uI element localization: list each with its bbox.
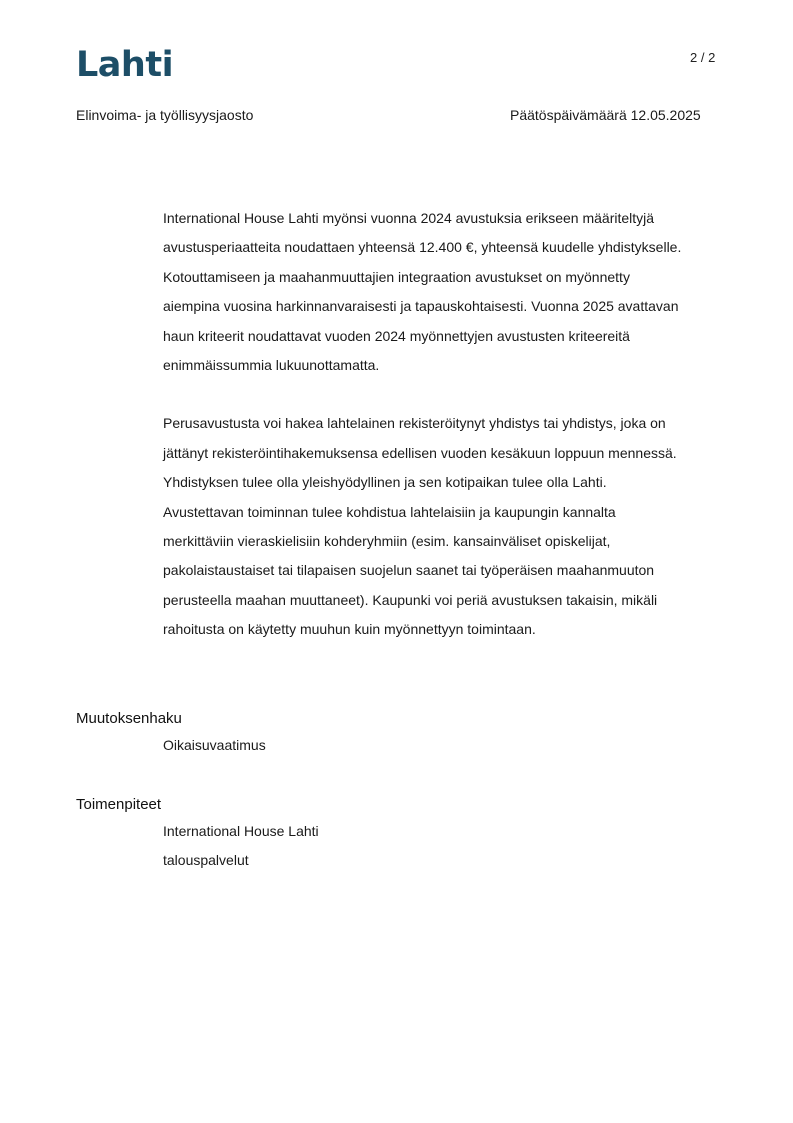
text-line: jättänyt rekisteröintihakemuksensa edellisen vuoden kesäkuun loppuun mennessä. xyxy=(163,444,677,461)
paragraph-eligibility xyxy=(163,409,723,644)
text-line: Perusavustusta voi hakea lahtelainen rekisteröitynyt yhdistys tai yhdistys, joka on xyxy=(163,415,666,432)
appeal-heading: Muutoksenhaku xyxy=(76,710,182,727)
body-text xyxy=(163,204,723,645)
paragraph-grants-2024 xyxy=(163,204,723,380)
text-line: aiempina vuosina harkinnanvaraisesti ja tapauskohtaisesti. Vuonna 2025 avattavan xyxy=(163,298,679,315)
page-number: 2 / 2 xyxy=(690,50,716,65)
text-line: haun kriteerit noudattavat vuoden 2024 myönnettyjen avustusten kriteereitä xyxy=(163,327,630,344)
text-line: International House Lahti myönsi vuonna 2024 avustuksia erikseen määriteltyjä xyxy=(163,210,655,226)
text-line: pakolaistaustaiset tai tilapaisen suojelun saanet tai työperäisen maahanmuuton xyxy=(163,562,655,579)
text-line: Kotouttamiseen ja maahanmuuttajien integraation avustukset on myönnetty xyxy=(163,268,630,285)
text-line: avustusperiaatteita noudattaen yhteensä 12.400 €, yhteensä kuudelle yhdistykselle. xyxy=(163,239,682,256)
lahti-logo: Lahti xyxy=(76,45,174,85)
decision-date: Päätöspäivämäärä 12.05.2025 xyxy=(510,107,701,123)
appeal-item: Oikaisuvaatimus xyxy=(163,737,266,753)
actions-heading: Toimenpiteet xyxy=(76,796,162,813)
actions-item: talouspalvelut xyxy=(163,852,249,868)
actions-item: International House Lahti xyxy=(163,823,319,839)
text-line: Avustettavan toiminnan tulee kohdistua lahtelaisiin ja kaupungin kannalta xyxy=(163,503,616,520)
text-line: rahoitusta on käytetty muuhun kuin myönnettyyn toimintaan. xyxy=(163,621,536,638)
text-line: Yhdistyksen tulee olla yleishyödyllinen ja sen kotipaikan tulee olla Lahti. xyxy=(163,474,607,491)
text-line: perusteella maahan muuttaneet). Kaupunki voi periä avustuksen takaisin, mikäli xyxy=(163,591,658,608)
text-line: merkittäviin vieraskielisiin kohderyhmiin (esim. kansainväliset opiskelijat, xyxy=(163,533,611,550)
committee-name: Elinvoima- ja työllisyysjaosto xyxy=(76,107,254,123)
text-line: enimmäissummia lukuunottamatta. xyxy=(163,357,380,374)
